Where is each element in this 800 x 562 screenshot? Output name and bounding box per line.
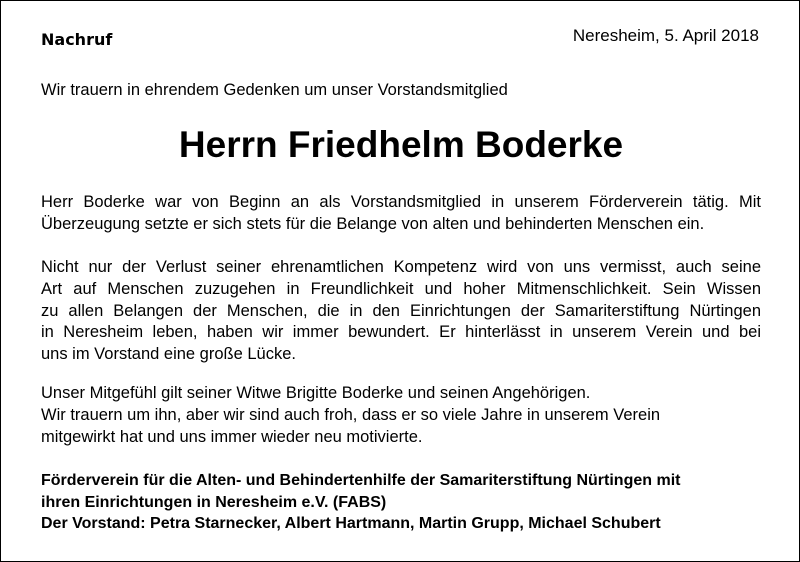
paragraph-line: uns im Vorstand eine große Lücke. <box>41 345 296 364</box>
paragraph-line: in Neresheim leben, haben wir immer bewundert. Er hinterlässt in unserem Verein und bei <box>41 323 761 342</box>
paragraph-line: Überzeugung setzte er sich stets für die Belange von alten und behinderten Menschen ein. <box>41 214 705 233</box>
paragraph-line: Art auf Menschen zuzugehen in Freundlichkeit und hoher Mitmenschlichkeit. Sein Wissen <box>41 279 761 298</box>
intro-line: Wir trauern in ehrendem Gedenken um unser Vorstandsmitglied <box>41 81 508 99</box>
paragraph-line: mitgewirkt hat und uns immer wieder neu motivierte. <box>41 427 423 446</box>
paragraph-line: Wir trauern um ihn, aber wir sind auch froh, dass er so viele Jahre in unserem Verein <box>41 405 661 424</box>
place-and-date: Neresheim, 5. April 2018 <box>572 26 759 45</box>
paragraph-loss <box>41 257 761 366</box>
deceased-name: Herrn Friedhelm Boderke <box>178 124 624 165</box>
signature-block <box>41 470 680 535</box>
signature-line: ihren Einrichtungen in Neresheim e.V. (FABS) <box>41 493 387 511</box>
paragraph-condolence <box>41 383 761 448</box>
paragraph-tribute <box>41 192 761 236</box>
paragraph-line: zu allen Belangen der Menschen, die in den Einrichtungen der Samariterstiftung Nürtingen <box>41 301 761 320</box>
paragraph-line: Nicht nur der Verlust seiner ehrenamtlichen Kompetenz wird von uns vermisst, auch seine <box>41 258 761 276</box>
signature-line: Förderverein für die Alten- und Behindertenhilfe der Samariterstiftung Nürtingen mit <box>41 472 681 489</box>
obituary-label: Nachruf <box>41 30 113 49</box>
paragraph-line: Herr Boderke war von Beginn an als Vorstandsmitglied in unserem Förderverein tätig. Mit <box>41 193 761 211</box>
paragraph-line: Unser Mitgefühl gilt seiner Witwe Brigitte Boderke und seinen Angehörigen. <box>41 384 591 402</box>
signature-line: Der Vorstand: Petra Starnecker, Albert Hartmann, Martin Grupp, Michael Schubert <box>41 515 661 532</box>
